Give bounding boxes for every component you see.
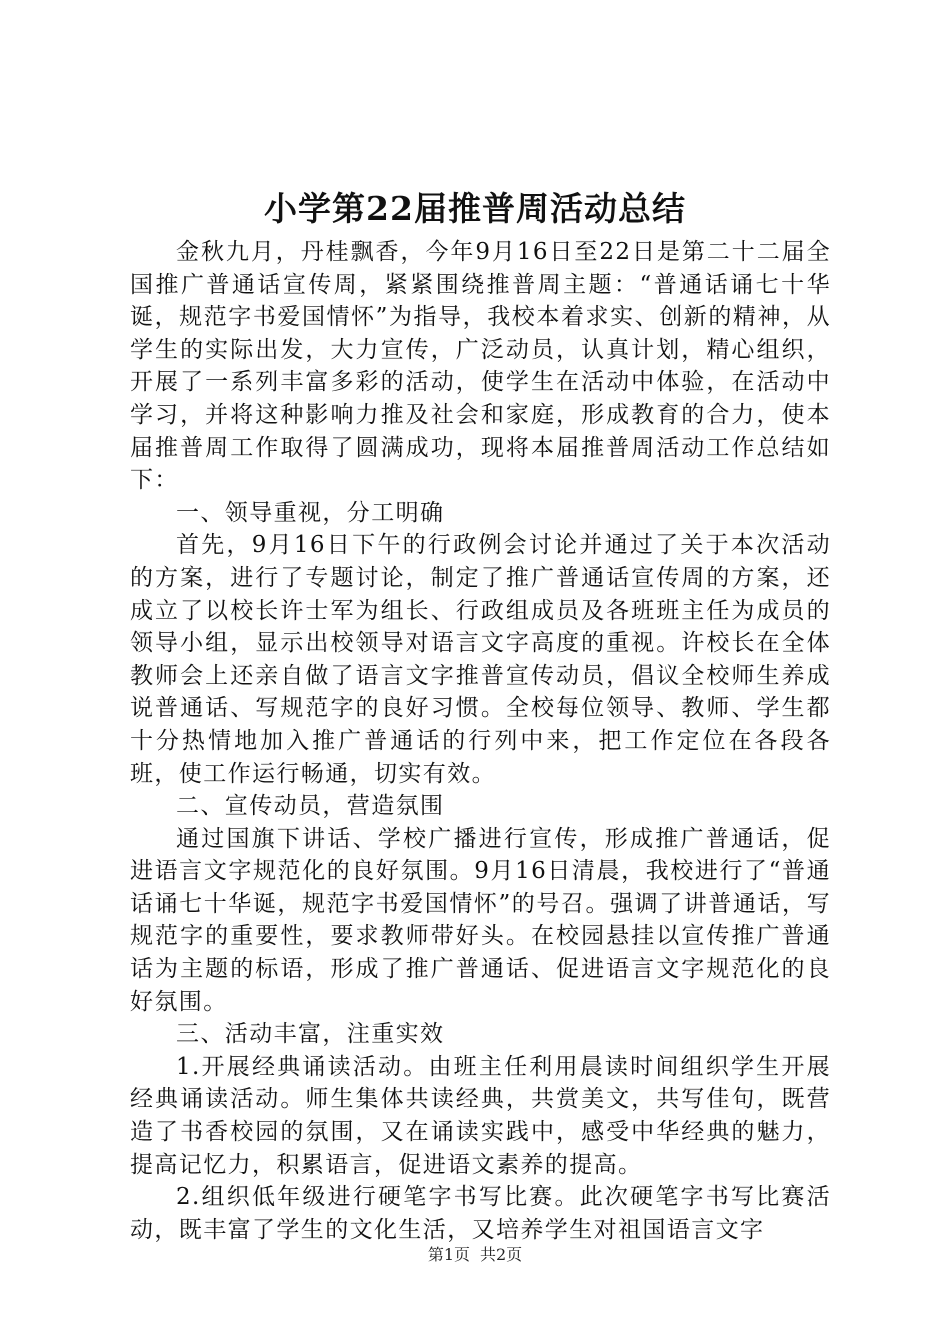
section-1-paragraph: 首先，9月16日下午的行政例会讨论并通过了关于本次活动的方案，进行了专题讨论，制定了推广普通话宣传周的方案，还成立了以校长许士军为组长、行政组成员及各班班主任为成员的领导小组，显示出校领导对语言文字高度的重视。许校长在全体教师会上还亲自做了语言文字推普宣传动员，倡议全校师生养成说普通话、写规范字的良好习惯。全校每位领导、教师、学生都十分热情地加入推广普通话的行列中来，把工作定位在各段各班，使工作运行畅通，切实有效。 — [130, 532, 831, 787]
document-title: 小学第22届推普周活动总结 — [264, 189, 686, 228]
intro-paragraph: 金秋九月，丹桂飘香，今年9月16日至22日是第二十二届全国推广普通话宣传周，紧紧围绕推普周主题：“普通话诵七十华诞，规范字书爱国情怀”为指导，我校本着求实、创新的精神，从学生的实际出发，大力宣传，广泛动员，认真计划，精心组织，开展了一系列丰富多彩的活动，使学生在活动中体验，在活动中学习，并将这种影响力推及社会和家庭，形成教育的合力，使本届推普周工作取得了圆满成功，现将本届推普周活动工作总结如下： — [130, 239, 831, 494]
page-number: 第1页 — [427, 1245, 470, 1264]
section-heading-2: 二、宣传动员，营造氛围 — [176, 793, 445, 820]
section-heading-3: 三、活动丰富，注重实效 — [176, 1021, 445, 1048]
section-heading-1: 一、领导重视，分工明确 — [176, 499, 445, 526]
section-3-item-2: 2.组织低年级进行硬笔字书写比赛。此次硬笔字书写比赛活动，既丰富了学生的文化生活，又培养学生对祖国语言文字 — [130, 1184, 831, 1243]
document-body — [130, 236, 831, 1246]
section-2-paragraph: 通过国旗下讲话、学校广播进行宣传，形成推广普通话，促进语言文字规范化的良好氛围。9月16日清晨，我校进行了“普通话诵七十华诞，规范字书爱国情怀”的号召。强调了讲普通话，写规范字的重要性，要求教师带好头。在校园悬挂以宣传推广普通话为主题的标语，形成了推广普通话、促进语言文字规范化的良好氛围。 — [130, 825, 831, 1015]
page-footer — [0, 1244, 950, 1266]
section-3-item-1: 1.开展经典诵读活动。由班主任利用晨读时间组织学生开展经典诵读活动。师生集体共读经典，共赏美文，共写佳句，既营造了书香校园的氛围，又在诵读实践中，感受中华经典的魅力，提高记忆力，积累语言，促进语文素养的提高。 — [130, 1053, 831, 1178]
page-total: 共2页 — [480, 1245, 523, 1264]
